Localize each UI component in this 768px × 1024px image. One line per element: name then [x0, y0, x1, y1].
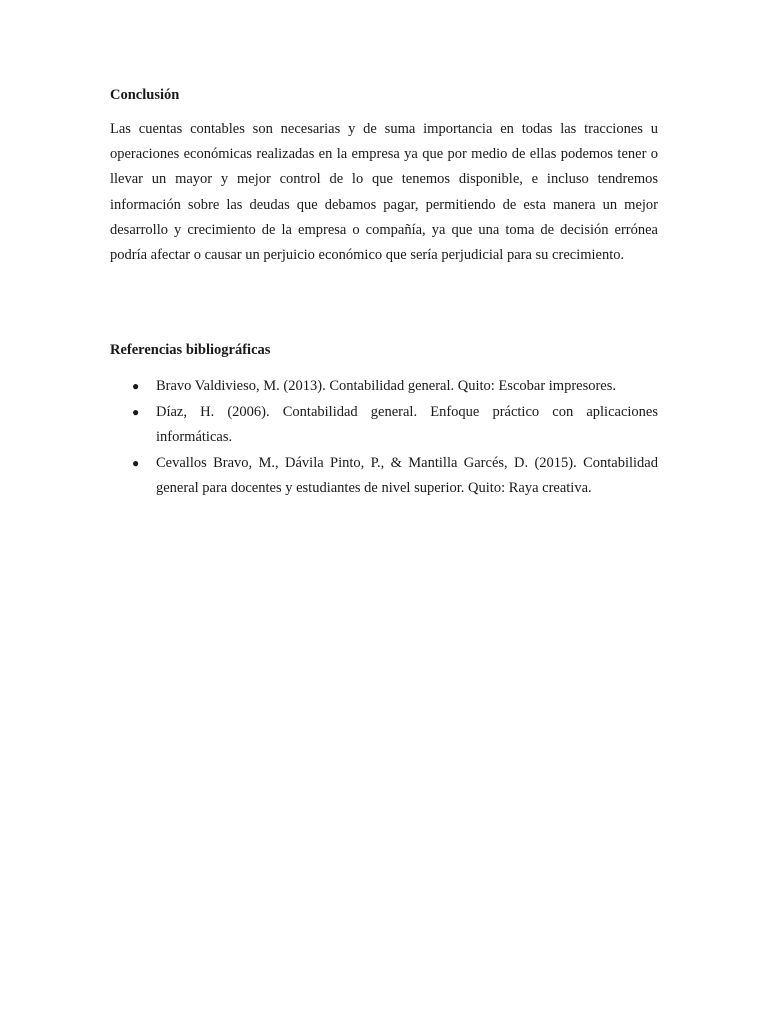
bullet-icon: ● [132, 455, 140, 470]
reference-item [110, 400, 658, 451]
bullet-icon: ● [132, 379, 140, 393]
references-heading: Referencias bibliográficas [110, 342, 271, 358]
references-list [110, 374, 658, 502]
reference-text: Díaz, H. (2006). Contabilidad general. Enfoque práctico con aplicaciones informáticas. [156, 403, 658, 446]
reference-item [110, 451, 658, 502]
conclusion-paragraph: Las cuentas contables son necesarias y de suma importancia en todas las tracciones u operaciones económicas realizadas en la empresa ya que por medio de ellas podemos tener o llevar un mayor y mejor control de lo que tenemos disponible, e incluso tendremos información sobre las deudas que debamos pagar, permitiendo de esta manera un mejor desarrollo y crecimiento de la empresa o compañía, ya que una toma de decisión errónea podría afectar o causar un perjuicio económico que sería perjudicial para su crecimiento. [110, 121, 658, 264]
conclusion-heading: Conclusión [110, 87, 180, 103]
reference-item [110, 374, 658, 400]
reference-text: Bravo Valdivieso, M. (2013). Contabilidad general. Quito: Escobar impresores. [156, 378, 617, 394]
reference-text: Cevallos Bravo, M., Dávila Pinto, P., & Mantilla Garcés, D. (2015). Contabilidad general para docentes y estudiantes de nivel superior. Quito: Raya creativa. [156, 454, 658, 497]
bullet-icon: ● [132, 404, 140, 419]
